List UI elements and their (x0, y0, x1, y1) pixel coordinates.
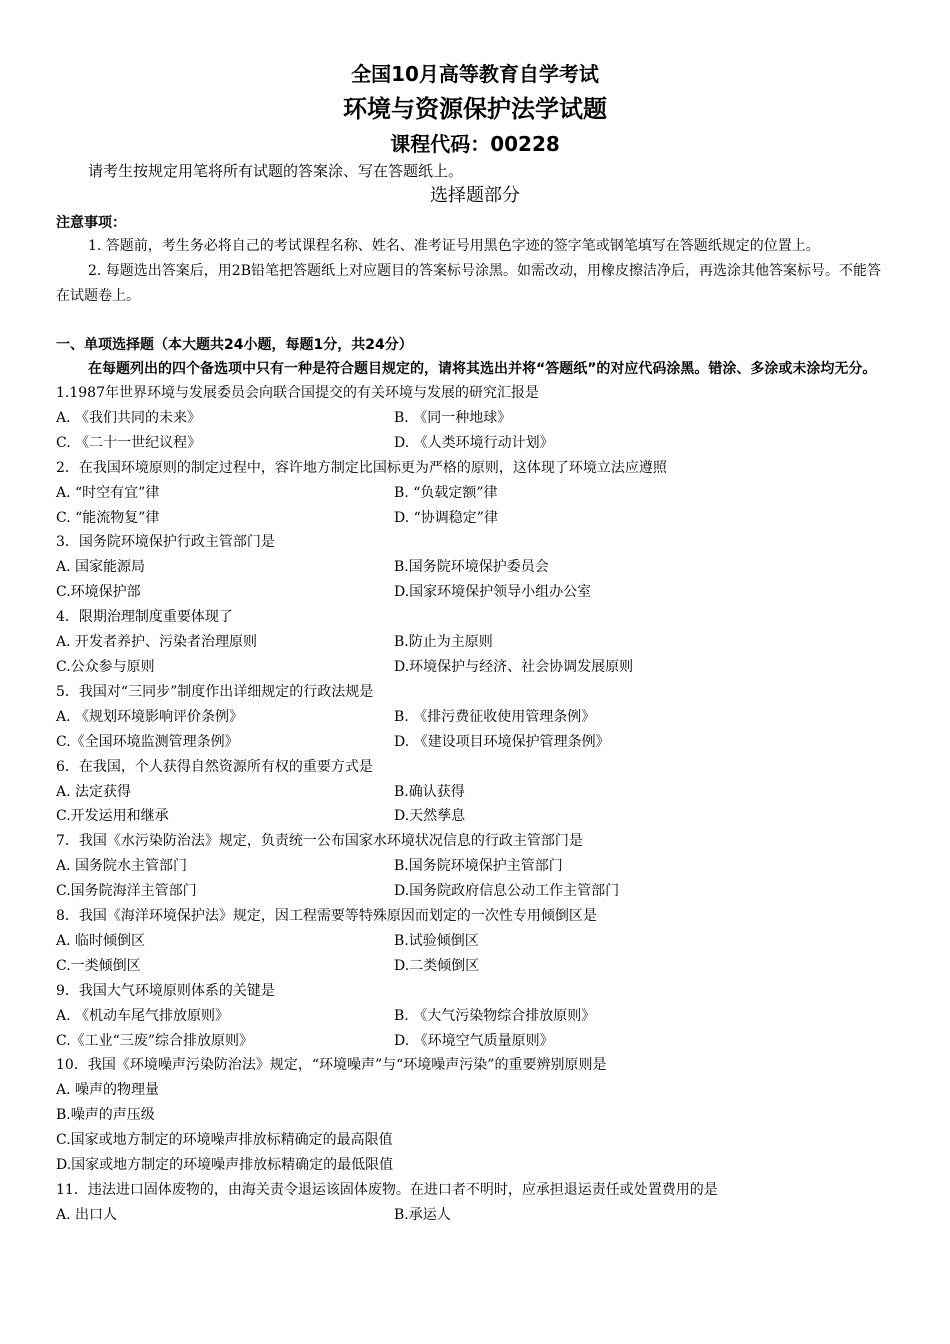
option-row (56, 954, 894, 979)
option-row (56, 780, 894, 805)
option-row (56, 431, 894, 456)
option-row (56, 506, 894, 531)
option-b: B.确认获得 (394, 783, 465, 800)
option-row (56, 730, 894, 755)
option-a: A. 法定获得 (56, 783, 132, 800)
question-stem: 1.1987年世界环境与发展委员会向联合国提交的有关环境与发展的研究汇报是 (56, 385, 539, 401)
question-list (56, 381, 894, 1053)
option-b: B. 《排污费征收使用管理条例》 (394, 708, 596, 725)
option-a: A. 《我们共同的未来》 (56, 409, 202, 426)
intro-text: 请考生按规定用笔将所有试题的答案涂、写在答题纸上。 (88, 162, 464, 180)
question-stem: 7．我国《水污染防治法》规定，负责统一公布国家水环境状况信息的行政主管部门是 (56, 833, 583, 850)
option-row (56, 1029, 894, 1054)
option-row (56, 406, 894, 431)
question-stem: 8．我国《海洋环境保护法》规定，因工程需要等特殊原因而划定的一次性专用倾倒区是 (56, 908, 597, 925)
option-row (56, 655, 894, 680)
option-d: D.国务院政府信息公动工作主管部门 (394, 883, 620, 900)
option-b: B.国务院环境保护主管部门 (394, 858, 563, 875)
option-b: B. 《大气污染物综合排放原则》 (394, 1007, 596, 1024)
option-b: B.噪声的声压级 (56, 1107, 155, 1124)
option-c: C.一类倾倒区 (56, 957, 141, 974)
question-stem: 4．限期治理制度重要体现了 (56, 609, 233, 626)
option-row (56, 804, 894, 829)
question-stem: 11．违法进口固体废物的，由海关责令退运该固体废物。在进口者不明时，应承担退运责任或处置费用的是 (56, 1182, 718, 1198)
option-b: B.承运人 (394, 1206, 451, 1223)
option-c: C.《工业“三废”综合排放原则》 (56, 1032, 253, 1049)
note-item: 2. 每题选出答案后，用2B铅笔把答题纸上对应题目的答案标号涂黑。如需改动，用橡皮擦洁净后，再选涂其他答案标号。不能答在试题卷上。 (56, 263, 881, 304)
option-d: D.二类倾倒区 (394, 957, 480, 974)
option-b: B. 《同一种地球》 (394, 409, 512, 426)
option-c: C.国家或地方制定的环境噪声排放标精确定的最高限值 (56, 1132, 393, 1149)
option-c: C.公众参与原则 (56, 658, 155, 675)
notes-title: 注意事项： (56, 215, 126, 231)
note-item: 1. 答题前，考生务必将自己的考试课程名称、姓名、准考证号用黑色字迹的签字笔或钢笔填写在答题纸规定的位置上。 (88, 238, 820, 254)
option-a: A. 国家能源局 (56, 559, 146, 576)
option-d: D. 《建设项目环境保护管理条例》 (394, 733, 610, 750)
option-c: C. 《二十一世纪议程》 (56, 434, 202, 451)
exam-heading: 全国10月高等教育自学考试 (351, 62, 599, 86)
option-row (56, 705, 894, 730)
question-stem: 3．国务院环境保护行政主管部门是 (56, 534, 275, 551)
option-b: B.国务院环境保护委员会 (394, 559, 549, 576)
option-a: A. “时空有宜”律 (56, 484, 160, 501)
option-d: D.环境保护与经济、社会协调发展原则 (394, 658, 634, 675)
option-a: A. 临时倾倒区 (56, 932, 146, 949)
option-b: B. “负载定额”律 (394, 484, 498, 501)
part-title: 一、单项选择题（本大题共24小题，每题1分，共24分） (56, 337, 413, 353)
option-c: C.环境保护部 (56, 584, 141, 601)
option-row (56, 1004, 894, 1029)
option-a: A. 国务院水主管部门 (56, 858, 188, 875)
option-b: B.防止为主原则 (394, 634, 493, 651)
option-c: C.国务院海洋主管部门 (56, 883, 197, 900)
option-a: A. 出口人 (56, 1206, 118, 1223)
option-d: D. “协调稳定”律 (394, 509, 498, 526)
option-a: A. 《机动车尾气排放原则》 (56, 1007, 230, 1024)
option-c: C. “能流物复”律 (56, 509, 160, 526)
option-d: D. 《环境空气质量原则》 (394, 1032, 554, 1049)
option-d: D. 《人类环境行动计划》 (394, 434, 554, 451)
option-row (56, 555, 894, 580)
question-stem: 6．在我国，个人获得自然资源所有权的重要方式是 (56, 758, 373, 775)
option-d: D.国家环境保护领导小组办公室 (394, 584, 592, 601)
part-instruction: 在每题列出的四个备选项中只有一种是符合题目规定的，请将其选出并将“答题纸”的对应代码涂黑。错涂、多涂或未涂均无分。 (88, 361, 877, 377)
option-row (56, 580, 894, 605)
option-d: D.天然孳息 (394, 808, 466, 825)
option-row (56, 1203, 894, 1228)
option-row (56, 854, 894, 879)
option-d: D.国家或地方制定的环境噪声排放标精确定的最低限值 (56, 1157, 394, 1174)
question-stem: 2．在我国环境原则的制定过程中，容许地方制定比国标更为严格的原则，这体现了环境立法应遵照 (56, 459, 667, 476)
option-row (56, 879, 894, 904)
option-row (56, 481, 894, 506)
subject-title: 环境与资源保护法学试题 (343, 95, 607, 123)
option-b: B.试验倾倒区 (394, 932, 479, 949)
question-stem: 9．我国大气环境原则体系的关键是 (56, 982, 275, 999)
option-row (56, 929, 894, 954)
option-a: A. 噪声的物理量 (56, 1082, 160, 1099)
question-stem: 10．我国《环境噪声污染防治法》规定，“环境噪声”与“环境噪声污染”的重要辨别原则是 (56, 1057, 607, 1074)
course-code: 课程代码：00228 (390, 132, 560, 156)
section-title: 选择题部分 (430, 185, 520, 206)
option-a: A. 《规划环境影响评价条例》 (56, 708, 244, 725)
option-c: C.《全国环境监测管理条例》 (56, 733, 239, 750)
option-row (56, 630, 894, 655)
option-a: A. 开发者养护、污染者治理原则 (56, 634, 258, 651)
question-stem: 5．我国对“三同步”制度作出详细规定的行政法规是 (56, 683, 374, 700)
option-c: C.开发运用和继承 (56, 808, 169, 825)
